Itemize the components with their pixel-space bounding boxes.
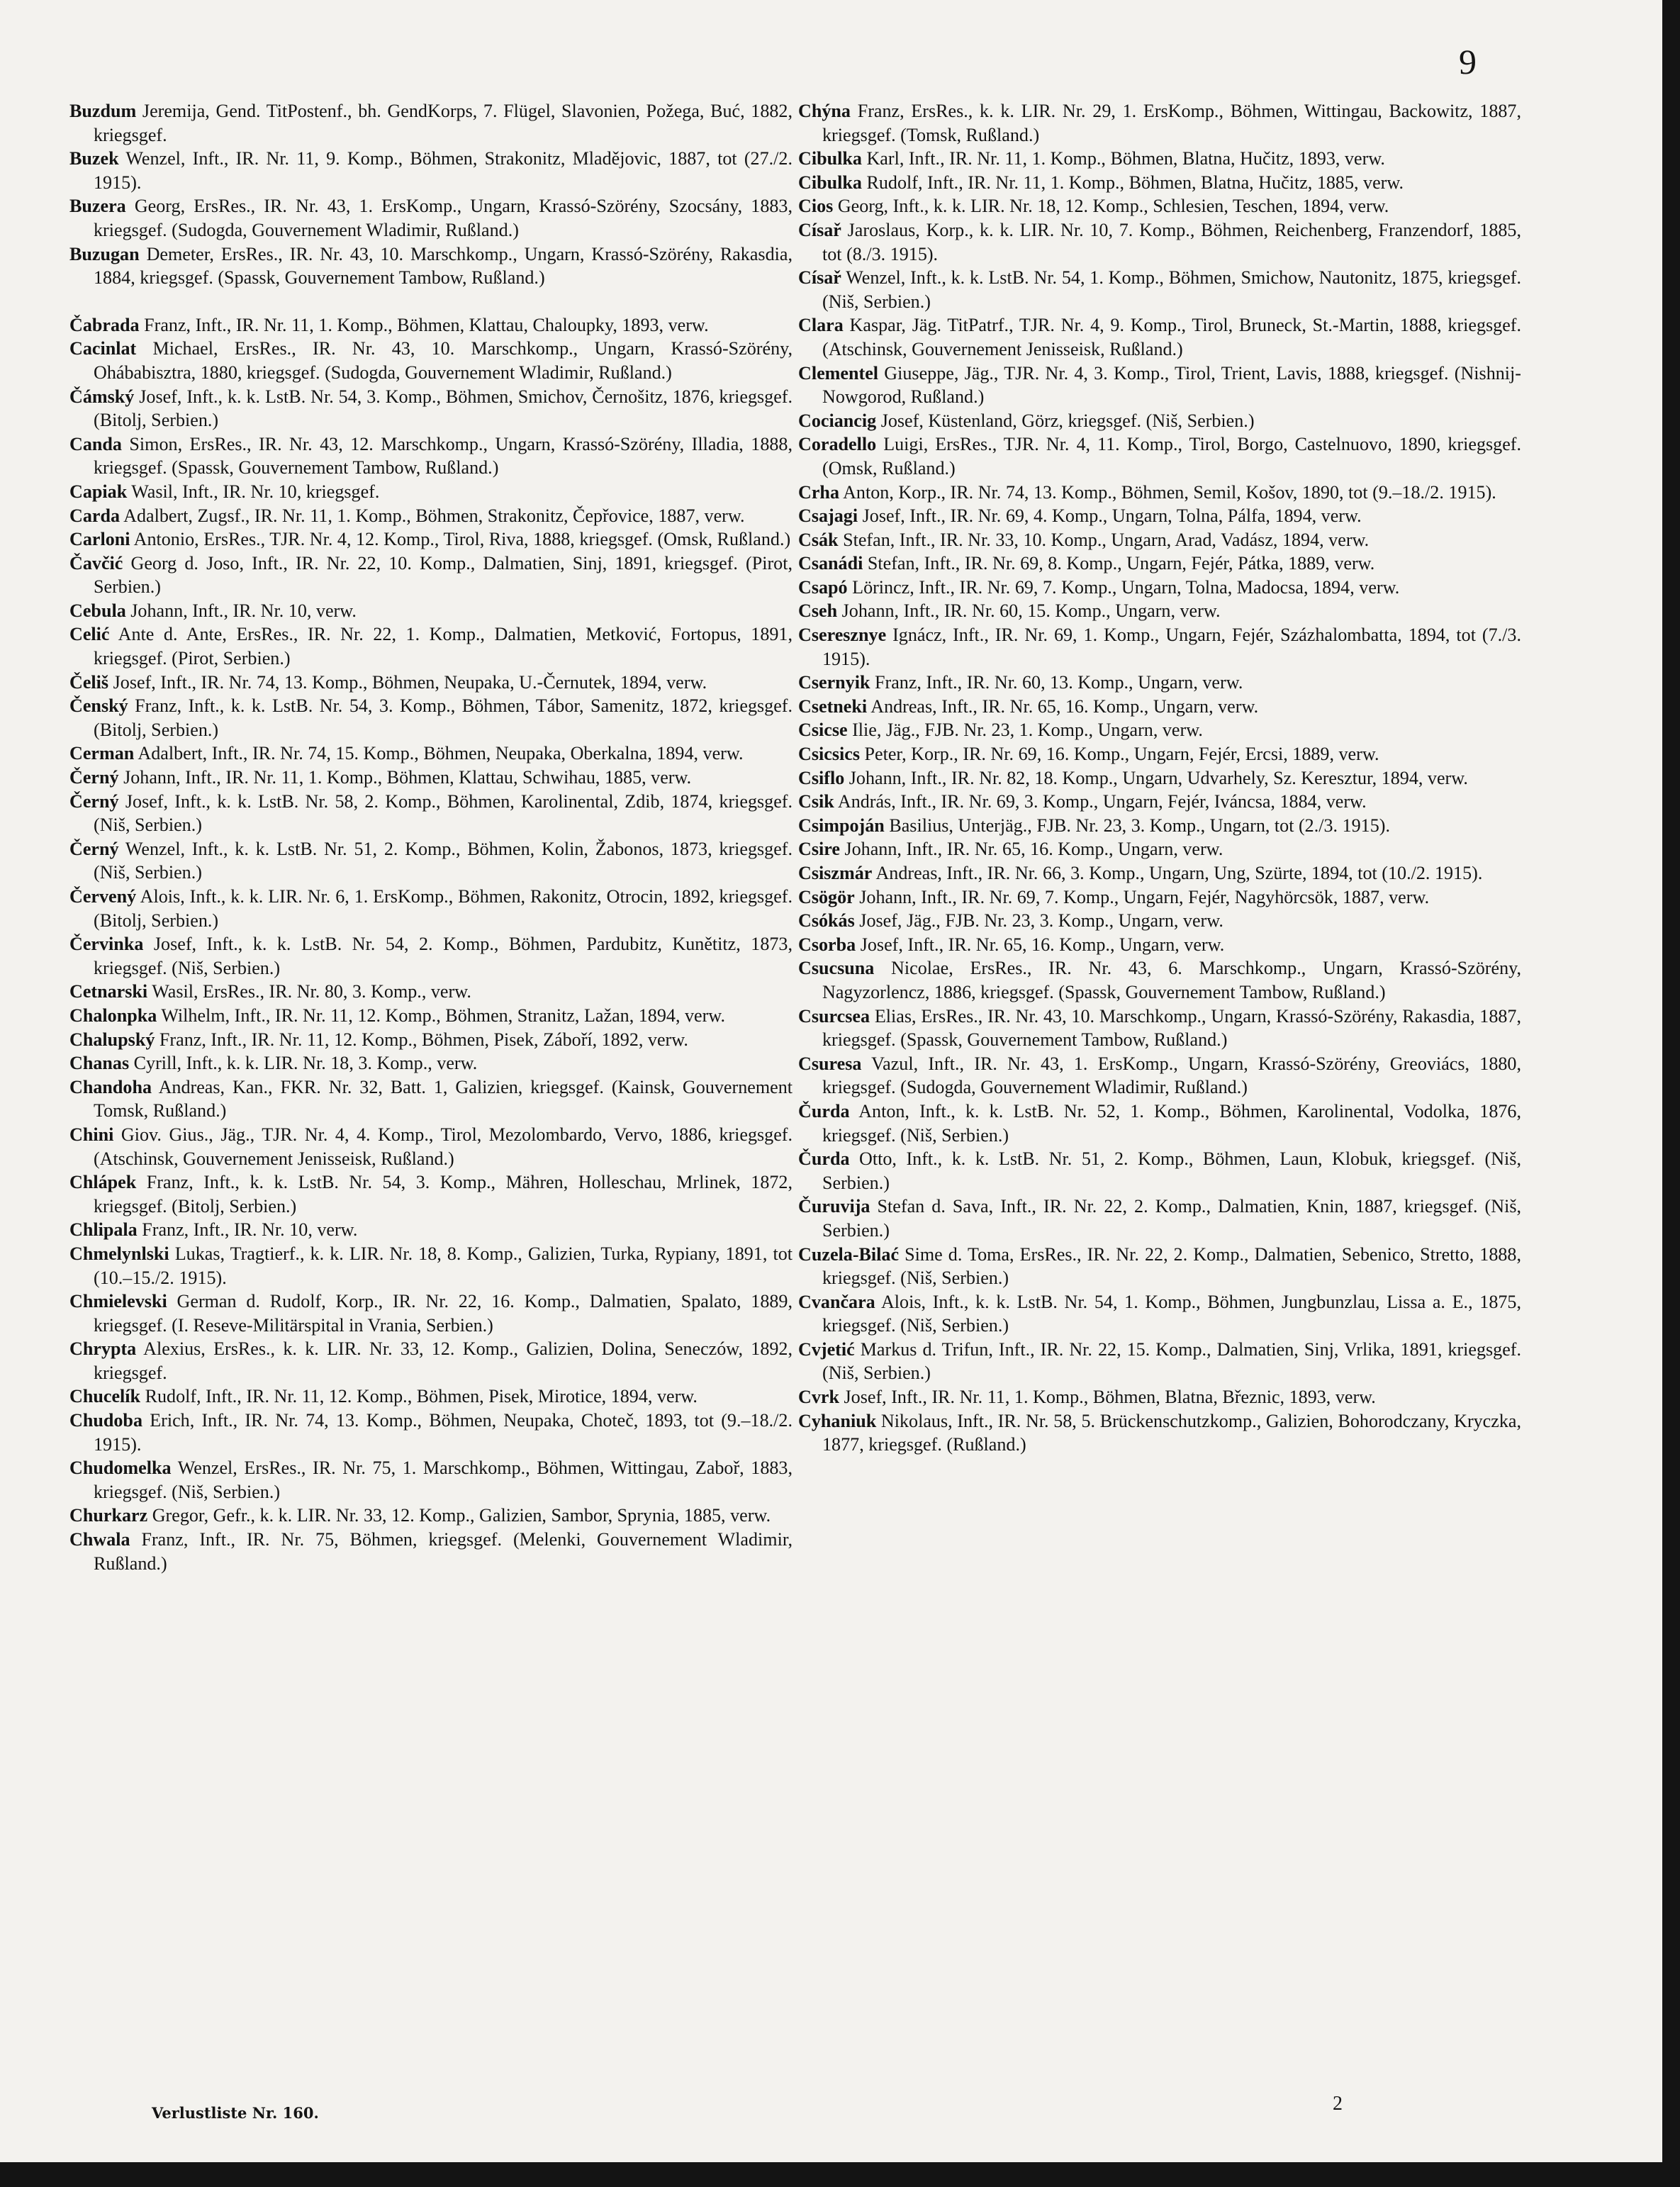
entry-details: Jaroslaus, Korp., k. k. LIR. Nr. 10, 7. Komp., Böhmen, Reichenberg, Franzendorf, 1885, tot (8./3. 1915). [822,219,1521,264]
entry-details: Wilhelm, Inft., IR. Nr. 11, 12. Komp., Böhmen, Stranitz, Lažan, 1894, verw. [157,1005,725,1026]
entry-details: Alexius, ErsRes., k. k. LIR. Nr. 33, 12. Komp., Galizien, Dolina, Seneczów, 1892, kriegsgef. [94,1338,793,1383]
entry-surname: Cvjetić [798,1338,855,1360]
entry-surname: Chmelynlski [69,1243,169,1264]
entry-surname: Chmielevski [69,1291,167,1312]
casualty-entry [798,1052,1521,1100]
casualty-entry [798,552,1521,576]
entry-details: Adalbert, Inft., IR. Nr. 74, 15. Komp., Böhmen, Neupaka, Oberkalna, 1894, verw. [134,743,744,764]
entry-surname: Chlápek [69,1172,137,1193]
entry-surname: Chalonpka [69,1005,157,1026]
entry-surname: Csókás [798,910,855,932]
casualty-entry [69,622,793,670]
entry-details: Johann, Inft., IR. Nr. 10, verw. [125,600,357,621]
signature-mark: 2 [1333,2093,1343,2115]
entry-surname: Čenský [69,695,128,717]
casualty-entry [798,1100,1521,1147]
casualty-entry [69,885,793,932]
entry-details: Simon, ErsRes., IR. Nr. 43, 12. Marschkomp., Ungarn, Krassó-Szörény, Illadia, 1888, kriegsgef. (Spassk, Gouvernement Tambow, Rußland.) [94,433,793,479]
entry-surname: Csicsics [798,744,860,765]
entry-surname: Cacinlat [69,338,137,359]
entry-details: Wenzel, Inft., IR. Nr. 11, 9. Komp., Böhmen, Strakonitz, Mladějovic, 1887, tot (27./2. 1915). [94,148,793,193]
right-column [798,99,1521,1457]
casualty-entry [69,1170,793,1218]
entry-details: Demeter, ErsRes., IR. Nr. 43, 10. Marschkomp., Ungarn, Krassó-Szörény, Rakasdia, 1884, kriegsgef. (Spassk, Gouvernement Tambow, Rußland.) [94,243,793,289]
entry-details: Antonio, ErsRes., TJR. Nr. 4, 12. Komp., Tirol, Riva, 1888, kriegsgef. (Omsk, Rußland.) [130,529,791,550]
entry-details: Josef, Inft., IR. Nr. 11, 1. Komp., Böhmen, Blatna, Březnic, 1893, verw. [839,1387,1376,1408]
casualty-entry [69,932,793,980]
entry-details: András, Inft., IR. Nr. 69, 3. Komp., Ungarn, Fejér, Iváncsa, 1884, verw. [834,791,1367,812]
entry-surname: Chlipala [69,1219,138,1241]
entry-details: Karl, Inft., IR. Nr. 11, 1. Komp., Böhmen, Blatna, Hučitz, 1893, verw. [861,148,1385,169]
entry-details: Johann, Inft., IR. Nr. 65, 16. Komp., Ungarn, verw. [839,839,1223,860]
entry-details: Cyrill, Inft., k. k. LIR. Nr. 18, 3. Komp., verw. [129,1053,478,1074]
casualty-entry [69,1123,793,1170]
entry-details: Vazul, Inft., IR. Nr. 43, 1. ErsKomp., Ungarn, Krassó-Szörény, Greoviács, 1880, kriegsgef. (Sudogda, Gouvernement Wladimir, Rußland.) [822,1053,1521,1098]
casualty-entry [798,504,1521,528]
entry-surname: Chýna [798,101,851,121]
entry-details: Wasil, Inft., IR. Nr. 10, kriegsgef. [127,481,380,502]
entry-surname: Buzek [69,148,119,169]
entry-surname: Cuzela-Bilać [798,1243,900,1265]
entry-details: Ignácz, Inft., IR. Nr. 69, 1. Komp., Ungarn, Fejér, Százhalombatta, 1894, tot (7./3. 1915). [822,625,1521,669]
entry-details: Stefan, Inft., IR. Nr. 33, 10. Komp., Ungarn, Arad, Vadász, 1894, verw. [838,529,1370,550]
entry-surname: Csik [798,791,834,812]
entry-details: Rudolf, Inft., IR. Nr. 11, 1. Komp., Böhmen, Blatna, Hučitz, 1885, verw. [861,172,1404,193]
entry-surname: Čámský [69,386,135,407]
entry-details: Josef, Inft., IR. Nr. 65, 16. Komp., Ungarn, verw. [856,934,1225,955]
entry-details: Luigi, ErsRes., TJR. Nr. 4, 11. Komp., Tirol, Borgo, Castelnuovo, 1890, kriegsgef. (Omsk, Rußland.) [822,434,1521,479]
entry-surname: Csiszmár [798,863,873,883]
entry-surname: Csapó [798,576,848,598]
casualty-entry [69,1409,793,1456]
entry-details: Johann, Inft., IR. Nr. 69, 7. Komp., Ungarn, Fejér, Nagyhörcsök, 1887, verw. [854,886,1430,907]
entry-surname: Černý [69,838,119,859]
entry-details: Jeremija, Gend. TitPostenf., bh. GendKorps, 7. Flügel, Slavonien, Požega, Buć, 1882, kriegsgef. [94,101,793,145]
casualty-entry [798,814,1521,838]
entry-details: Kaspar, Jäg. TitPatrf., TJR. Nr. 4, 9. Komp., Tirol, Bruneck, St.-Martin, 1888, kriegsgef. (Atschinsk, Gouvernement Jenisseisk, Rußland.) [822,315,1521,359]
entry-details: Sime d. Toma, ErsRes., IR. Nr. 22, 2. Komp., Dalmatien, Sebenico, Stretto, 1888, kriegsgef. (Niš, Serbien.) [822,1243,1521,1289]
entry-details: Georg, ErsRes., IR. Nr. 43, 1. ErsKomp., Ungarn, Krassó-Szörény, Szocsány, 1883, kriegsgef. (Sudogda, Gouvernement Wladimir, Rußland.) [94,196,793,240]
entry-details: Peter, Korp., IR. Nr. 69, 16. Komp., Ungarn, Fejér, Ercsi, 1889, verw. [859,744,1379,765]
entry-details: Josef, Inft., k. k. LstB. Nr. 54, 3. Komp., Böhmen, Smichov, Černošitz, 1876, kriegsgef. (Bitolj, Serbien.) [94,386,793,431]
entry-details: Franz, Inft., IR. Nr. 11, 1. Komp., Böhmen, Klattau, Chaloupky, 1893, verw. [139,314,709,335]
casualty-entry [798,695,1521,719]
casualty-entry [69,1218,793,1242]
entry-surname: Cetnarski [69,981,148,1002]
entry-surname: Carloni [69,529,130,550]
casualty-entry [69,837,793,885]
entry-surname: Csiflo [798,767,845,788]
casualty-entry [798,1338,1521,1385]
entry-details: Elias, ErsRes., IR. Nr. 43, 10. Marschkomp., Ungarn, Krassó-Szörény, Rakasdia, 1887, kriegsgef. (Spassk, Gouvernement Tambow, Rußland.) [822,1005,1521,1051]
casualty-entry [69,742,793,766]
entry-details: Lukas, Tragtierf., k. k. LIR. Nr. 18, 8. Komp., Galizien, Turka, Rypiany, 1891, tot (10.–15./2. 1915). [94,1243,793,1288]
entry-surname: Červinka [69,934,144,955]
casualty-entry [69,1051,793,1075]
entry-surname: Csák [798,529,839,550]
casualty-entry [798,409,1521,433]
entry-details: Franz, Inft., IR. Nr. 75, Böhmen, kriegsgef. (Melenki, Gouvernement Wladimir, Rußland.) [94,1529,793,1574]
entry-details: Otto, Inft., k. k. LstB. Nr. 51, 2. Komp., Böhmen, Laun, Klobuk, kriegsgef. (Niš, Serbien.) [822,1148,1521,1193]
entry-details: Gregor, Gefr., k. k. LIR. Nr. 33, 12. Komp., Galizien, Sambor, Sprynia, 1885, verw. [147,1505,771,1526]
entry-surname: Csucsuna [798,958,875,979]
casualty-entry [798,671,1521,695]
casualty-entry [798,1409,1521,1457]
casualty-entry [798,1290,1521,1338]
entry-details: Ante d. Ante, ErsRes., IR. Nr. 22, 1. Komp., Dalmatien, Metković, Fortopus, 1891, kriegsgef. (Pirot, Serbien.) [94,624,793,669]
entry-surname: Císař [798,219,841,240]
casualty-entry [798,766,1521,790]
casualty-entry [69,194,793,242]
casualty-entry [798,933,1521,957]
entry-surname: Crha [798,481,839,503]
entry-surname: Csanádi [798,553,863,574]
entry-details: Josef, Inft., IR. Nr. 74, 13. Komp., Böhmen, Neupaka, U.-Černutek, 1894, verw. [108,671,707,693]
entry-surname: Chrypta [69,1338,137,1360]
entry-surname: Cibulka [798,148,862,169]
entry-details: Markus d. Trifun, Inft., IR. Nr. 22, 15. Komp., Dalmatien, Sinj, Vrlika, 1891, kriegsgef. (Niš, Serbien.) [822,1338,1521,1384]
entry-details: Georg, Inft., k. k. LIR. Nr. 18, 12. Komp., Schlesien, Teschen, 1894, verw. [833,196,1389,217]
entry-details: Anton, Inft., k. k. LstB. Nr. 52, 1. Komp., Böhmen, Karolinental, Vodolka, 1876, kriegsgef. (Niš, Serbien.) [822,1100,1521,1146]
entry-surname: Canda [69,433,122,454]
entry-surname: Csajagi [798,505,858,527]
entry-surname: Černý [69,790,119,812]
casualty-entry [69,1456,793,1504]
entry-details: Georg d. Joso, Inft., IR. Nr. 22, 10. Komp., Dalmatien, Sinj, 1891, kriegsgef. (Pirot, Serbien.) [94,552,793,598]
casualty-entry [798,194,1521,218]
entry-surname: Csögör [798,886,855,907]
section-gap [69,290,793,313]
entry-details: Andreas, Kan., FKR. Nr. 32, Batt. 1, Galizien, kriegsgef. (Kainsk, Gouvernement Tomsk, Rußland.) [94,1076,793,1122]
casualty-entry [798,742,1521,766]
entry-details: Josef, Inft., k. k. LstB. Nr. 54, 2. Komp., Böhmen, Pardubitz, Kunětitz, 1873, kriegsgef. (Niš, Serbien.) [94,934,793,978]
entry-surname: Čurda [798,1148,850,1170]
entry-surname: Capiak [69,481,128,502]
entry-surname: Cvrk [798,1387,839,1408]
casualty-entry [798,266,1521,313]
entry-surname: Cyhaniuk [798,1410,877,1431]
casualty-entry [798,623,1521,671]
entry-surname: Cseresznye [798,625,887,646]
casualty-entry [798,528,1521,552]
casualty-entry [69,1028,793,1052]
casualty-entry [69,337,793,384]
casualty-entry [798,1243,1521,1290]
casualty-entry [798,171,1521,195]
entry-details: Franz, Inft., IR. Nr. 10, verw. [137,1219,358,1241]
entry-surname: Čabrada [69,314,140,335]
casualty-entry [69,99,793,147]
entry-surname: Cvančara [798,1291,875,1312]
entry-details: Wenzel, Inft., k. k. LstB. Nr. 51, 2. Komp., Böhmen, Kolin, Žabonos, 1873, kriegsgef. (Niš, Serbien.) [94,838,793,883]
entry-details: Franz, Inft., k. k. LstB. Nr. 54, 3. Komp., Böhmen, Tábor, Samenitz, 1872, kriegsgef. (Bitolj, Serbien.) [94,695,793,740]
casualty-entry [69,790,793,837]
entry-surname: Čuruvija [798,1196,870,1217]
entry-details: German d. Rudolf, Korp., IR. Nr. 22, 16. Komp., Dalmatien, Spalato, 1889, kriegsgef. (I. Reseve-Militärspital in Vrania, Serbien.) [94,1291,793,1336]
casualty-entry [69,1004,793,1028]
casualty-entry [69,147,793,194]
entry-surname: Csernyik [798,672,870,693]
entry-details: Nicolae, ErsRes., IR. Nr. 43, 6. Marschkomp., Ungarn, Krassó-Szörény, Nagyzorlencz, 1886, kriegsgef. (Spassk, Gouvernement Tambow, Rußland.) [822,958,1521,1002]
entry-surname: Císař [798,267,841,289]
casualty-entry [69,242,793,290]
entry-details: Johann, Inft., IR. Nr. 82, 18. Komp., Ungarn, Udvarhely, Sz. Keresztur, 1894, verw. [844,767,1468,788]
casualty-entry [69,552,793,599]
entry-surname: Chucelík [69,1386,141,1407]
entry-surname: Chalupský [69,1029,155,1050]
casualty-entry [798,1385,1521,1409]
entry-details: Giuseppe, Jäg., TJR. Nr. 4, 3. Komp., Tirol, Trient, Lavis, 1888, kriegsgef. (Nishnij-Nowgorod, Rußland.) [822,362,1521,408]
entry-surname: Chudoba [69,1410,142,1431]
casualty-entry [798,837,1521,861]
entry-surname: Celić [69,624,110,645]
casualty-entry [69,671,793,695]
casualty-entry [69,527,793,552]
entry-details: Alois, Inft., k. k. LstB. Nr. 54, 1. Komp., Böhmen, Jungbunzlau, Lissa a. E., 1875, kriegsgef. (Niš, Serbien.) [822,1291,1521,1336]
entry-details: Giov. Gius., Jäg., TJR. Nr. 4, 4. Komp., Tirol, Mezolombardo, Vervo, 1886, kriegsgef. (Atschinsk, Gouvernement Jenisseisk, Rußland.) [94,1124,793,1169]
entry-details: Johann, Inft., IR. Nr. 11, 1. Komp., Böhmen, Klattau, Schwihau, 1885, verw. [118,767,692,788]
entry-surname: Chandoha [69,1076,152,1097]
entry-surname: Červený [69,886,137,907]
casualty-entry [69,1337,793,1385]
casualty-entry [69,980,793,1004]
entry-details: Alois, Inft., k. k. LIR. Nr. 6, 1. ErsKomp., Böhmen, Rakonitz, Otrocin, 1892, kriegsgef. (Bitolj, Serbien.) [94,886,793,931]
casualty-entry [69,1290,793,1337]
casualty-entry [69,385,793,432]
casualty-entry [69,313,793,337]
casualty-entry [798,362,1521,409]
casualty-entry [798,218,1521,266]
entry-surname: Chudomelka [69,1458,172,1479]
left-column [69,99,793,1575]
casualty-entry [69,1528,793,1575]
casualty-entry [798,599,1521,623]
entry-surname: Buzugan [69,243,140,264]
casualty-entry [798,956,1521,1004]
casualty-entry [69,1242,793,1290]
entry-surname: Csetneki [798,695,868,717]
entry-details: Josef, Küstenland, Görz, kriegsgef. (Niš, Serbien.) [876,410,1255,431]
casualty-entry [69,1385,793,1409]
entry-surname: Chini [69,1124,114,1145]
entry-details: Stefan, Inft., IR. Nr. 69, 8. Komp., Ungarn, Fejér, Pátka, 1889, verw. [863,553,1375,574]
casualty-entry [69,694,793,742]
casualty-entry [798,1005,1521,1052]
entry-surname: Buzdum [69,101,137,121]
entry-surname: Clara [798,315,844,336]
casualty-entry [798,576,1521,600]
page-number: 9 [1459,42,1477,82]
entry-details: Rudolf, Inft., IR. Nr. 11, 12. Komp., Böhmen, Pisek, Mirotice, 1894, verw. [140,1386,698,1407]
entry-details: Andreas, Inft., IR. Nr. 65, 16. Komp., Ungarn, verw. [867,695,1259,717]
entry-details: Ilie, Jäg., FJB. Nr. 23, 1. Komp., Ungarn, verw. [847,720,1203,741]
entry-details: Franz, ErsRes., k. k. LIR. Nr. 29, 1. ErsKomp., Böhmen, Wittingau, Backowitz, 1887, kriegsgef. (Tomsk, Rußland.) [822,101,1521,145]
casualty-entry [798,99,1521,147]
entry-surname: Clementel [798,362,879,384]
entry-surname: Csire [798,839,840,860]
casualty-entry [798,313,1521,361]
entry-details: Stefan d. Sava, Inft., IR. Nr. 22, 2. Komp., Dalmatien, Knin, 1887, kriegsgef. (Niš, Serbien.) [822,1196,1521,1241]
entry-surname: Čurda [798,1100,850,1122]
entry-details: Adalbert, Zugsf., IR. Nr. 11, 1. Komp., Böhmen, Strakonitz, Čepřovice, 1887, verw. [120,505,745,526]
entry-surname: Čeliš [69,671,109,693]
entry-surname: Cerman [69,743,135,764]
entry-surname: Csimpoján [798,815,885,836]
casualty-entry [69,480,793,504]
entry-details: Franz, Inft., IR. Nr. 60, 13. Komp., Ungarn, verw. [870,672,1243,693]
entry-surname: Csorba [798,934,856,955]
entry-details: Franz, Inft., IR. Nr. 11, 12. Komp., Böhmen, Pisek, Záboří, 1892, verw. [155,1029,688,1050]
casualty-entry [798,1195,1521,1242]
casualty-entry [798,790,1521,814]
casualty-entry [798,861,1521,885]
casualty-entry [69,1075,793,1123]
casualty-entry [798,718,1521,742]
casualty-entry [798,909,1521,933]
casualty-entry [69,504,793,528]
entry-details: Josef, Jäg., FJB. Nr. 23, 3. Komp., Ungarn, verw. [854,910,1223,932]
casualty-entry [798,885,1521,910]
entry-surname: Černý [69,767,119,788]
entry-details: Lörincz, Inft., IR. Nr. 69, 7. Komp., Ungarn, Tolna, Madocsa, 1894, verw. [847,576,1400,598]
entry-surname: Čavčić [69,552,123,574]
casualty-entry [69,766,793,790]
entry-surname: Csicse [798,720,848,741]
casualty-entry [798,432,1521,480]
footer-note: Verlustliste Nr. 160. [152,2104,319,2122]
entry-details: Michael, ErsRes., IR. Nr. 43, 10. Marschkomp., Ungarn, Krassó-Szörény, Ohábabisztra, 1880, kriegsgef. (Sudogda, Gouvernement Wladimir, Rußland.) [94,338,793,383]
entry-surname: Coradello [798,434,877,455]
entry-surname: Csurcsea [798,1005,870,1027]
casualty-entry [798,1147,1521,1195]
entry-surname: Cseh [798,600,838,622]
casualty-entry [69,432,793,480]
entry-surname: Chanas [69,1053,130,1074]
entry-details: Josef, Inft., k. k. LstB. Nr. 58, 2. Komp., Böhmen, Karolinental, Zdib, 1874, kriegsgef. (Niš, Serbien.) [94,790,793,836]
casualty-entry [69,1504,793,1528]
entry-surname: Cios [798,196,834,217]
entry-surname: Carda [69,505,121,526]
entry-details: Andreas, Inft., IR. Nr. 66, 3. Komp., Ungarn, Ung, Szürte, 1894, tot (10./2. 1915). [872,863,1483,883]
casualty-entry [798,481,1521,505]
entry-surname: Cociancig [798,410,877,431]
entry-details: Anton, Korp., IR. Nr. 74, 13. Komp., Böhmen, Semil, Košov, 1890, tot (9.–18./2. 1915). [839,481,1496,503]
entry-details: Franz, Inft., k. k. LstB. Nr. 54, 3. Komp., Mähren, Holleschau, Mrlinek, 1872, kriegsgef. (Bitolj, Serbien.) [94,1172,793,1216]
entry-surname: Churkarz [69,1505,148,1526]
entry-details: Basilius, Unterjäg., FJB. Nr. 23, 3. Komp., Ungarn, tot (2./3. 1915). [884,815,1390,836]
entry-details: Wenzel, ErsRes., IR. Nr. 75, 1. Marschkomp., Böhmen, Wittingau, Zaboř, 1883, kriegsgef. (Niš, Serbien.) [94,1458,793,1502]
entry-details: Nikolaus, Inft., IR. Nr. 58, 5. Brückenschutzkomp., Galizien, Bohorodczany, Kryczka, 1877, kriegsgef. (Rußland.) [822,1410,1521,1455]
entry-surname: Csuresa [798,1053,862,1074]
entry-surname: Buzera [69,196,126,217]
entry-details: Wenzel, Inft., k. k. LstB. Nr. 54, 1. Komp., Böhmen, Smichow, Nautonitz, 1875, kriegsgef. (Niš, Serbien.) [822,267,1521,312]
entry-surname: Cibulka [798,172,862,193]
entry-details: Wasil, ErsRes., IR. Nr. 80, 3. Komp., verw. [147,981,471,1002]
casualty-entry [69,599,793,623]
entry-details: Josef, Inft., IR. Nr. 69, 4. Komp., Ungarn, Tolna, Pálfa, 1894, verw. [858,505,1362,527]
entry-surname: Chwala [69,1529,130,1550]
entry-details: Erich, Inft., IR. Nr. 74, 13. Komp., Böhmen, Neupaka, Choteč, 1893, tot (9.–18./2. 1915). [94,1410,793,1455]
casualty-entry [798,147,1521,171]
entry-surname: Cebula [69,600,126,621]
entry-details: Johann, Inft., IR. Nr. 60, 15. Komp., Ungarn, verw. [837,600,1221,622]
